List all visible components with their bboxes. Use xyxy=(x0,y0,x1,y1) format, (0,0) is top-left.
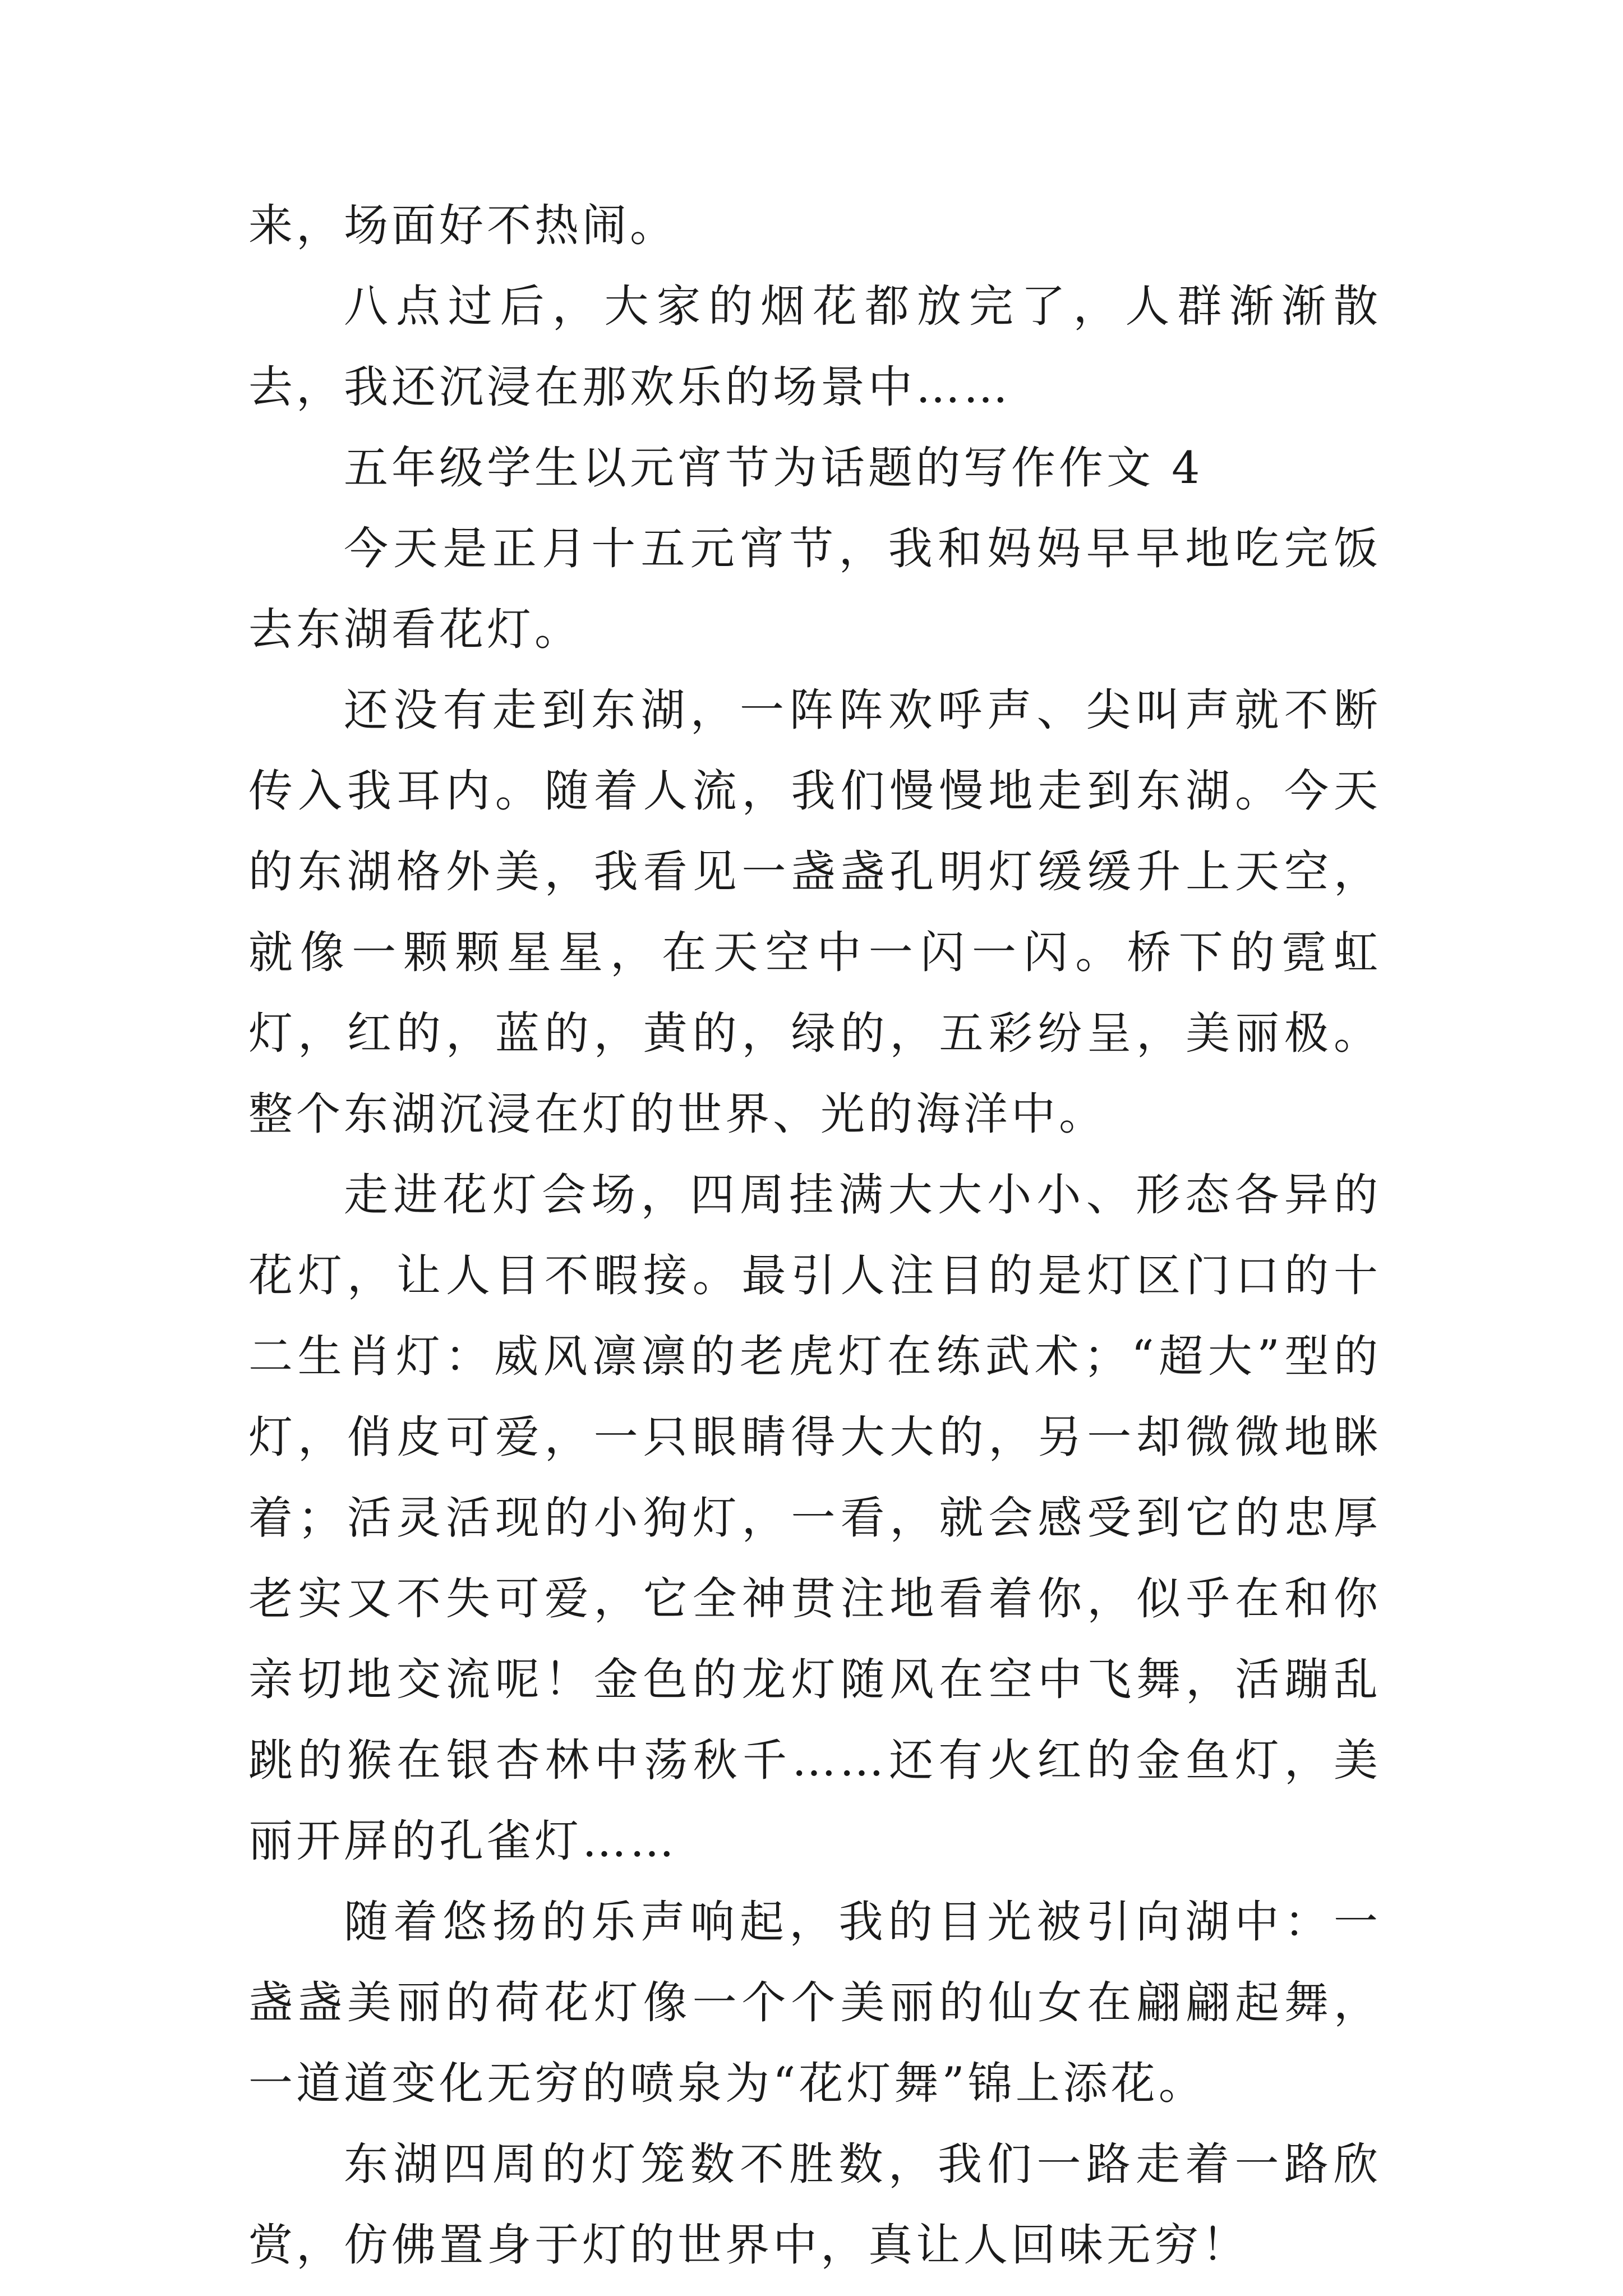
paragraph-intro: 今天是正月十五元宵节，我和妈妈早早地吃完饭去东湖看花灯。 xyxy=(248,523,1381,655)
paragraph-east-lake: 还没有走到东湖，一阵阵欢呼声、尖叫声就不断传入我耳内。随着人流，我们慢慢地走到东湖。今天的东湖格外美，我看见一盏盏孔明灯缓缓升上天空，就像一颗颗星星，在天空中一闪一闪。桥下的霓虹灯，红的，蓝的，黄的，绿的，五彩纷呈，美丽极。整个东湖沉浸在灯的世界、光的海洋中。 xyxy=(248,684,1381,1140)
paragraph-conclusion: 东湖四周的灯笼数不胜数，我们一路走着一路欣赏，仿佛置身于灯的世界中，真让人回味无穷！ xyxy=(248,2138,1381,2271)
essay-body xyxy=(248,185,1381,2285)
paragraph-continuation: 来，场面好不热闹。 xyxy=(248,200,677,251)
paragraph-lantern-venue: 走进花灯会场，四周挂满大大小小、形态各异的花灯，让人目不暇接。最引人注目的是灯区门口的十二生肖灯：威风凛凛的老虎灯在练武术；“超大”型的灯，俏皮可爱，一只眼睛得大大的，另一却微微地眯着；活灵活现的小狗灯，一看，就会感受到它的忠厚老实又不失可爱，它全神贯注地看着你，似乎在和你亲切地交流呢！金色的龙灯随风在空中飞舞，活蹦乱跳的猴在银杏林中荡秋千……还有火红的金鱼灯，美丽开屏的孔雀灯…… xyxy=(248,1169,1381,1867)
paragraph-lotus-lanterns: 随着悠扬的乐声响起，我的目光被引向湖中：一盏盏美丽的荷花灯像一个个美丽的仙女在翩翩起舞，一道道变化无穷的喷泉为“花灯舞”锦上添花。 xyxy=(248,1896,1381,2109)
paragraph-fireworks-end: 八点过后，大家的烟花都放完了，人群渐渐散去，我还沉浸在那欢乐的场景中…… xyxy=(248,280,1381,413)
essay-title: 五年级学生以元宵节为话题的写作作文 4 xyxy=(344,442,1204,494)
